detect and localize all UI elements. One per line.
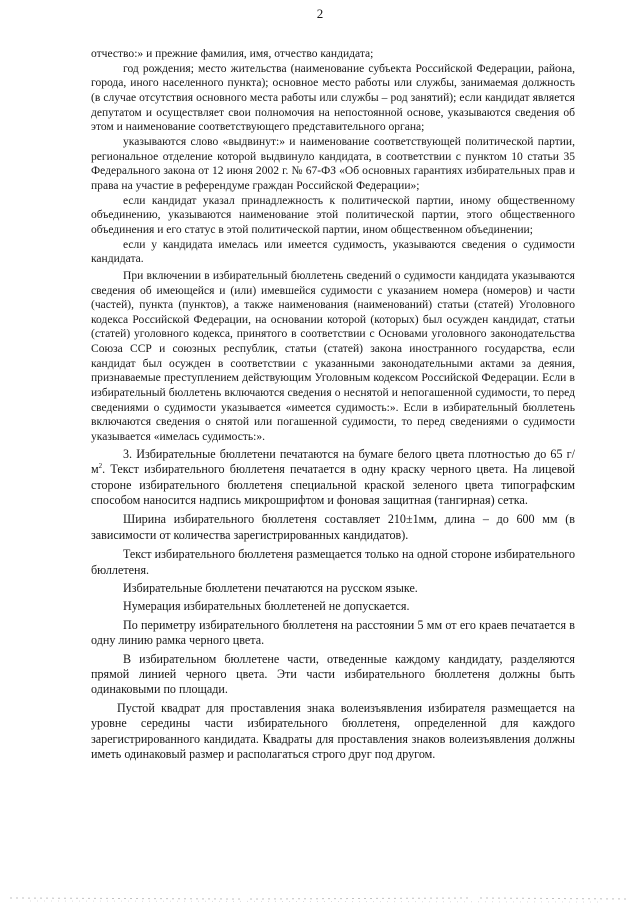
document-body xyxy=(91,47,575,762)
paragraph: В избирательном бюллетене части, отведенные каждому кандидату, разделяются прямой линией черного цвета. Эти части избирательного бюллетеня должны быть одинаковыми по площади. xyxy=(91,651,575,697)
paragraph: Пустой квадрат для проставления знака волеизъявления избирателя размещается на уровне середины части избирательного бюллетеня, определенной для каждого зарегистрированного кандидата. Квадраты для проставления знаков волеизъявления должны иметь одинаковый размер и располагаться строго друг под другом. xyxy=(91,700,575,762)
paragraph: Ширина избирательного бюллетеня составляет 210±1мм, длина – до 600 мм (в зависимости от количества зарегистрированных кандидатов). xyxy=(91,512,575,542)
paragraph: если у кандидата имелась или имеется судимость, указываются сведения о судимости кандидата. xyxy=(91,238,575,266)
paragraph-item-3 xyxy=(91,447,575,509)
paragraph: Нумерация избирательных бюллетеней не допускается. xyxy=(123,599,410,614)
paragraph: Избирательные бюллетени печатаются на русском языке. xyxy=(123,580,418,595)
item-3-superscript: 2 xyxy=(98,462,103,471)
paragraph: если кандидат указал принадлежность к политической партии, иному общественному объединению, указываются наименование этой политической партии, этого общественного объединения и его статус в этой политической партии, ином общественном объединении; xyxy=(91,194,575,236)
paragraph: год рождения; место жительства (наименование субъекта Российской Федерации, района, города, иного населенного пункта); основное место работы или службы, занимаемая должность (в случае отсутствия основного места работы или службы – род занятий); если кандидат является депутатом и осуществляет свои полномочия на непостоянной основе, указываются сведения об этом и наименование соответствующего представительного органа; xyxy=(91,62,575,134)
paragraph: При включении в избирательный бюллетень сведений о судимости кандидата указываются сведения об имеющейся и (или) имевшейся судимости с указанием номера (номеров) и части (частей), пункта (пунктов), а также наименования (наименований) статьи (статей) Уголовного кодекса Российской Федерации, на основании которой (которых) был осужден кандидат, статьи (статей) уголовного кодекса, принятого в соответствии с Основами уголовного законодательства Союза ССР и союзных республик, статьи (статей) закона иностранного государства, если кандидат был осужден в соответствии с указанными законодательными актами за деяния, признаваемые преступлением действующим Уголовным кодексом Российской Федерации. Если в избирательный бюллетень включаются сведения о неснятой и непогашенной судимости, то перед сведениями о судимости указывается «имеется судимость:». Если в избирательный бюллетень включаются сведения о снятой или погашенной судимости, то перед сведениями о судимости указывается «имелась судимость:». xyxy=(91,269,575,444)
paragraph: По периметру избирательного бюллетеня на расстоянии 5 мм от его краев печатается в одну линию рамка черного цвета. xyxy=(91,617,575,648)
paragraph: указываются слово «выдвинут:» и наименование соответствующей политической партии, региональное отделение которой выдвинуло кандидата, в соответствии с пунктом 10 статьи 35 Федерального закона от 12 июня 2002 г. № 67-ФЗ «Об основных гарантиях избирательных прав и права на участие в референдуме граждан Российской Федерации»; xyxy=(91,135,575,192)
item-3-text-after: . Текст избирательного бюллетеня печатается в одну краску черного цвета. На лицевой стороне избирательного бюллетеня специальной краской зеленого цвета типографским способом наносится надпись микрошрифтом и фоновая защитная (тангирная) сетка. xyxy=(91,462,575,507)
paragraph: Текст избирательного бюллетеня размещается только на одной стороне избирательного бюллетеня. xyxy=(91,547,575,577)
paragraph: отчество:» и прежние фамилия, имя, отчество кандидата; xyxy=(91,48,374,60)
item-3-text-before: 3. Избирательные бюллетени печатаются на бумаге белого цвета плотностью до 65 г/м xyxy=(91,446,575,477)
scan-edge-artifact xyxy=(0,890,640,905)
page-number: 2 xyxy=(316,6,324,21)
